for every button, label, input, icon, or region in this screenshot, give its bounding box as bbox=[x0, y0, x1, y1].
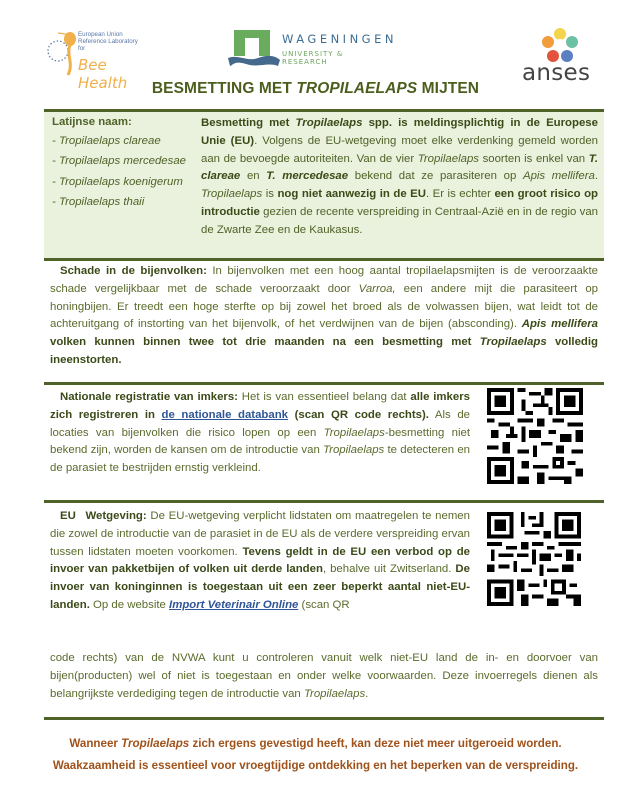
title-pre: BESMETTING MET bbox=[151, 80, 297, 97]
latin-item: - Tropilaelaps mercedesae bbox=[52, 155, 187, 167]
eurl-line-3: for bbox=[78, 45, 86, 52]
national-database-link[interactable]: de nationale databank bbox=[161, 408, 289, 421]
registration-heading: Nationale registratie van imkers: bbox=[60, 391, 238, 403]
section-divider bbox=[44, 717, 604, 720]
intro-section bbox=[44, 112, 604, 258]
eurl-line-4: Bee Health bbox=[78, 56, 128, 92]
import-veterinair-online-link[interactable]: Import Veterinair Online bbox=[169, 598, 299, 611]
anses-star-icon bbox=[542, 28, 578, 62]
section-divider bbox=[44, 500, 604, 503]
latin-names bbox=[52, 115, 196, 216]
anses-logo bbox=[522, 28, 602, 88]
latin-item: - Tropilaelaps clareae bbox=[52, 134, 161, 147]
qr-code-import-veterinair[interactable] bbox=[487, 512, 581, 606]
damage-heading: Schade in de bijenvolken: bbox=[60, 265, 207, 277]
footer-line-2: Waakzaamheid is essentieel voor vroegtijdige ontdekking en het beperken van de verspreiding. bbox=[52, 759, 579, 772]
section-divider bbox=[44, 382, 604, 385]
legislation-section-continued: code rechts) van de NVWA kunt u controleren vanuit welk niet-EU land de in- en doorvoer van bijen(producten) wel of niet is toegestaan en onder welke voorwaarden. Deze invoerregels dienen als belangrijkste verdediging tegen de introductie van Tropilaelaps. bbox=[50, 652, 598, 700]
intro-text: Besmetting met Tropilaelaps spp. is meldingsplichtig in de Europese Unie (EU). Volgens de EU-wetgeving moet elke verdenking gemeld worden aan de bevoegde autoriteiten. Van de vier Tropilaelaps soorten is enkel van T. clareae en T. mercedesae bekend dat ze parasiteren op Apis mellifera. Tropilaelaps is nog niet aanwezig in de EU. Er is echter een groot risico op introductie gezien de recente verspreiding in Centraal-Azië en in de regio van de Zwarte Zee en de Kaukasus. bbox=[201, 117, 599, 236]
title-italic: TROPILAELAPS bbox=[296, 80, 418, 97]
wur-name: WAGENINGEN bbox=[282, 32, 397, 46]
eurl-bee-health-logo bbox=[44, 27, 138, 92]
latin-item: - Tropilaelaps koenigerum bbox=[52, 175, 183, 188]
eurl-line-1: European Union bbox=[78, 31, 123, 38]
page-title bbox=[0, 80, 631, 98]
logo-bar bbox=[0, 0, 631, 90]
section-divider bbox=[44, 258, 604, 261]
latin-heading: Latijnse naam: bbox=[52, 116, 132, 128]
legislation-heading: EU Wetgeving: bbox=[60, 510, 147, 522]
legislation-section: EU Wetgeving: De EU-wetgeving verplicht lidstaten om maatregelen te nemen die zowel de introductie van de parasiet in de EU als de verdere verspreiding ervan tussen lidstaten moeten voorkomen. Tevens geldt in de EU een verbod op de invoer van pakketbijen of volken uit derde landen, behalve uit Zwitserland. De invoer van koninginnen is toegestaan uit een zeer beperkt aantal niet-EU-landen. Op de website Import Veterinair Online (scan QR bbox=[50, 510, 470, 611]
latin-item: - Tropilaelaps thaii bbox=[52, 196, 145, 208]
footer-line-1: Wanneer Tropilaelaps zich ergens gevestigd heeft, kan deze niet meer uitgeroeid worden. bbox=[69, 737, 562, 750]
eurl-line-2: Reference Laboratory bbox=[78, 38, 138, 45]
qr-code-national-database[interactable] bbox=[487, 388, 583, 484]
damage-section: Schade in de bijenvolken: In bijenvolken met een hoog aantal tropilaelapsmijten is de veroorzaakte schade vergelijkbaar met de schade veroorzaakt door Varroa, een andere mijt die parasiteert op honingbijen. Er treedt een hoge sterfte op bij zowel het broed als de volwassen bijen, wat leidt tot de achteruitgang of instorting van het bijenvolk, of het verdwijnen van de bijen (absconding). Apis mellifera volken kunnen binnen twee tot drie maanden na een besmetting met Tropilaelaps volledig ineenstorten. bbox=[50, 265, 598, 366]
title-post: MIJTEN bbox=[417, 80, 480, 97]
wur-gate-icon bbox=[228, 30, 280, 70]
wageningen-logo bbox=[228, 30, 397, 70]
registration-section: Nationale registratie van imkers: Het is van essentieel belang dat alle imkers zich registreren in de nationale databank (scan QR code rechts). Als de locaties van bijenvolken die risico lopen op een Tropilaelaps-besmetting niet bekend zijn, worden de kansen om de introductie van Tropilaelaps te detecteren en de parasiet te bestrijden ernstig verkleind. bbox=[50, 391, 470, 475]
wur-subtitle: UNIVERSITY & RESEARCH bbox=[282, 50, 344, 66]
anses-wordmark: anses bbox=[522, 60, 591, 86]
